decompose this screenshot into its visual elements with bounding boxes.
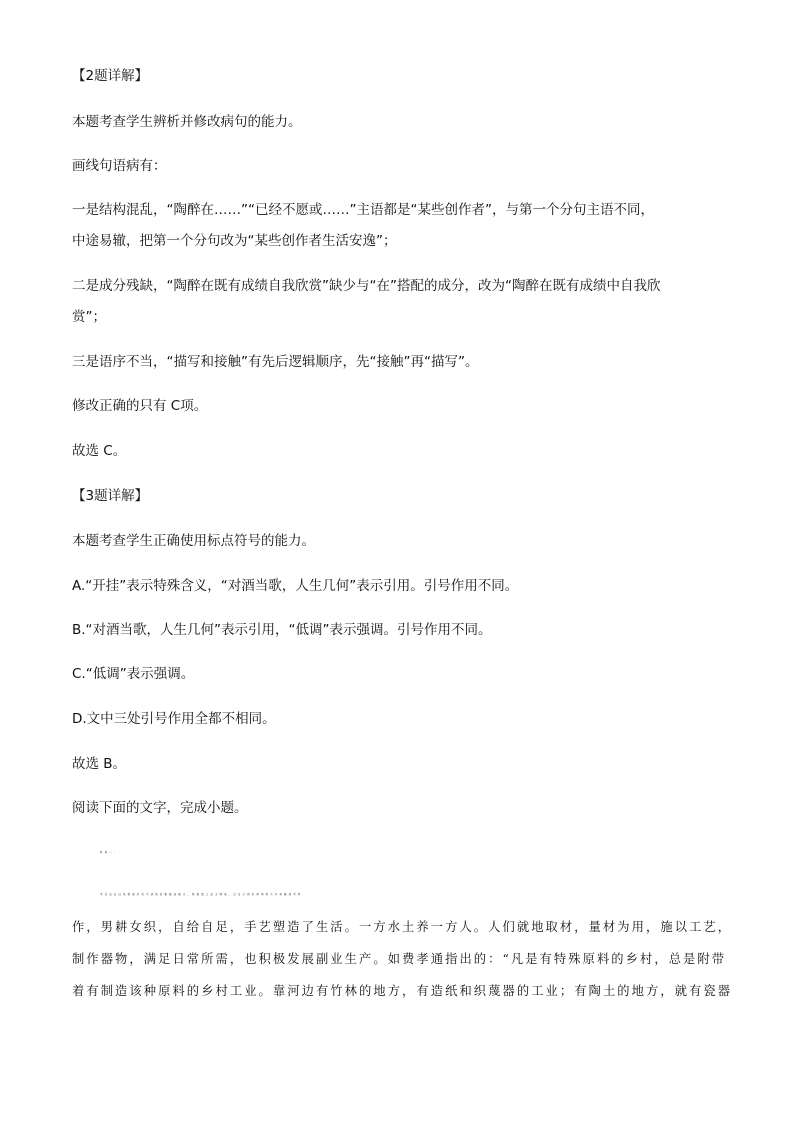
q3-option-c: C.“低调”表示强调。 [72,666,195,682]
q3-option-a: A.“开挂”表示特殊含义，“对酒当歌，人生几何”表示引用。引号作用不同。 [72,578,519,594]
q2-intro: 本题考查学生辨析并修改病句的能力。 [72,114,302,130]
q3-answer: 故选 B。 [72,756,127,772]
q3-heading: 【3题详解】 [72,488,149,504]
q2-heading: 【2题详解】 [72,68,149,84]
material-line-4: 着有制造该种原料的乡村工业。靠河边有竹林的地方，有造纸和织蔑器的工业；有陶土的地方，就有瓷器 [72,984,733,998]
q3-intro: 本题考查学生正确使用标点符号的能力。 [72,533,315,549]
q3-option-d: D.文中三处引号作用全都不相同。 [72,711,276,727]
material-line-2: 作，男耕女织，自给自足，手艺塑造了生活。一方水土养一方人。人们就地取材，量材为用，施以工艺， [72,920,733,934]
q2-point-1-line-2: 中途易辙，把第一个分句改为“某些创作者生活安逸”； [72,233,397,249]
q2-point-2-line-2: 赏”； [72,309,106,325]
material-line-3: 制作器物，满足日常所需，也积极发展副业生产。如费孝通指出的：“凡是有特殊原料的乡村，总是附带 [72,952,727,966]
q2-point-1-line-1: 一是结构混乱，“陶醉在……”“已经不愿或……”主语都是“某些创作者”，与第一个分句主语不同， [72,202,654,218]
material-title: 材料一: [100,851,117,854]
q2-conclusion: 修改正确的只有 C项。 [72,398,208,414]
q2-point-2-line-1: 二是成分残缺，“陶醉在既有成绩自我欣赏”缺少与“在”搭配的成分，改为“陶醉在既有成绩中自我欣 [72,278,661,294]
material-line-1: 手艺自古以来就是乡村生活的重要组成部分。特别是工业文明前，过日子的吃穿用度大多有赖双手劳 [100,893,303,896]
q3-option-b: B.“对酒当歌，人生几何”表示引用，“低调”表示强调。引号作用不同。 [72,622,492,638]
q2-point-3: 三是语序不当，“描写和接触”有先后逻辑顺序，先“接触”再“描写”。 [72,354,479,370]
q2-answer: 故选 C。 [72,443,127,459]
q2-lead: 画线句语病有： [72,158,167,174]
reading-instruction: 阅读下面的文字，完成小题。 [72,800,248,816]
